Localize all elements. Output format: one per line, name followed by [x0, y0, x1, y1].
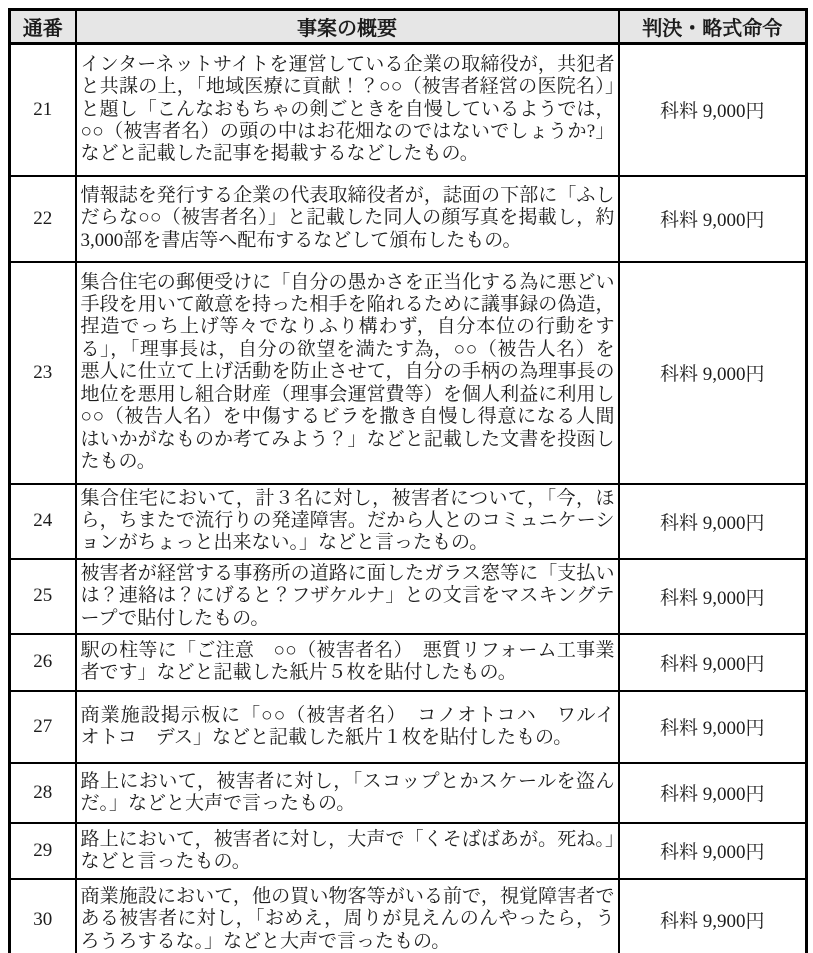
case-summary: 情報誌を発行する企業の代表取締役者が，誌面の下部に「ふしだらな○○（被害者名）」と記載した同人の顔写真を掲載し，約3,000部を書店等へ配布するなどして頒布したもの。 — [76, 176, 619, 262]
case-judgment: 科料 9,000円 — [619, 823, 807, 879]
case-number: 25 — [10, 559, 76, 634]
table-row — [10, 176, 807, 262]
case-judgment: 科料 9,000円 — [619, 176, 807, 262]
table-row — [10, 691, 807, 763]
case-number: 22 — [10, 176, 76, 262]
case-judgment: 科料 9,000円 — [619, 484, 807, 559]
case-summary: 商業施設において，他の買い物客等がいる前で，視覚障害者である被害者に対し，「おめえ，周りが見えんのんやったら，うろうろするな。」などと大声で言ったもの。 — [76, 879, 619, 953]
case-number: 28 — [10, 763, 76, 823]
case-judgment: 科料 9,900円 — [619, 879, 807, 953]
case-summary: 路上において，被害者に対し，大声で「くそばばあが。死ね。」などと言ったもの。 — [76, 823, 619, 879]
header-cell-judgment: 判決・略式命令 — [619, 10, 807, 44]
table-row — [10, 763, 807, 823]
case-summary: 駅の柱等に「ご注意 ○○（被害者名） 悪質リフォーム工事業者です」などと記載した紙片５枚を貼付したもの。 — [76, 634, 619, 691]
case-number: 26 — [10, 634, 76, 691]
case-summary: インターネットサイトを運営している企業の取締役が，共犯者と共謀の上，「地域医療に貢献！？○○（被害者経営の医院名）」と題し「こんなおもちゃの剣ごときを自慢しているようでは，○○（被害者名）の頭の中はお花畑なのではないでしょうか?」などと記載した記事を掲載するなどしたもの。 — [76, 44, 619, 176]
case-number: 30 — [10, 879, 76, 953]
case-summary: 商業施設掲示板に「○○（被害者名） コノオトコハ ワルイ オトコ デス」などと記載した紙片１枚を貼付したもの。 — [76, 691, 619, 763]
case-number: 23 — [10, 262, 76, 484]
case-judgment: 科料 9,000円 — [619, 559, 807, 634]
case-number: 27 — [10, 691, 76, 763]
case-summary-table — [8, 8, 808, 953]
case-number: 29 — [10, 823, 76, 879]
case-summary: 路上において，被害者に対し，「スコップとかスケールを盗んだ。」などと大声で言ったもの。 — [76, 763, 619, 823]
case-summary: 集合住宅において，計３名に対し，被害者について，「今，ほら，ちまたで流行りの発達障害。だから人とのコミュニケーションがちょっと出来ない。」などと言ったもの。 — [76, 484, 619, 559]
case-judgment: 科料 9,000円 — [619, 262, 807, 484]
table-row — [10, 44, 807, 176]
case-summary: 集合住宅の郵便受けに「自分の愚かさを正当化する為に悪どい手段を用いて敵意を持った相手を陥れるために議事録の偽造，捏造でっち上げ等々でなりふり構わず，自分本位の行動をする」，「理事長は，自分の欲望を満たす為，○○（被告人名）を悪人に仕立て上げ活動を防止させて，自分の手柄の為理事長の地位を悪用し組合財産（理事会運営費等）を個人利益に利用し○○（被告人名）を中傷するビラを撒き自慢し得意になる人間はいかがなものか考てみよう？」などと記載した文書を投函したもの。 — [76, 262, 619, 484]
case-judgment: 科料 9,000円 — [619, 691, 807, 763]
case-number: 21 — [10, 44, 76, 176]
header-cell-number: 通番 — [10, 10, 76, 44]
table-row — [10, 879, 807, 953]
case-judgment: 科料 9,000円 — [619, 634, 807, 691]
table-row — [10, 484, 807, 559]
table-row — [10, 559, 807, 634]
table-row — [10, 262, 807, 484]
header-cell-summary: 事案の概要 — [76, 10, 619, 44]
case-number: 24 — [10, 484, 76, 559]
case-judgment: 科料 9,000円 — [619, 44, 807, 176]
table-row — [10, 634, 807, 691]
header-row — [10, 10, 807, 44]
case-judgment: 科料 9,000円 — [619, 763, 807, 823]
table-row — [10, 823, 807, 879]
case-summary: 被害者が経営する事務所の道路に面したガラス窓等に「支払いは？連絡は？にげると？フザケルナ」との文言をマスキングテープで貼付したもの。 — [76, 559, 619, 634]
